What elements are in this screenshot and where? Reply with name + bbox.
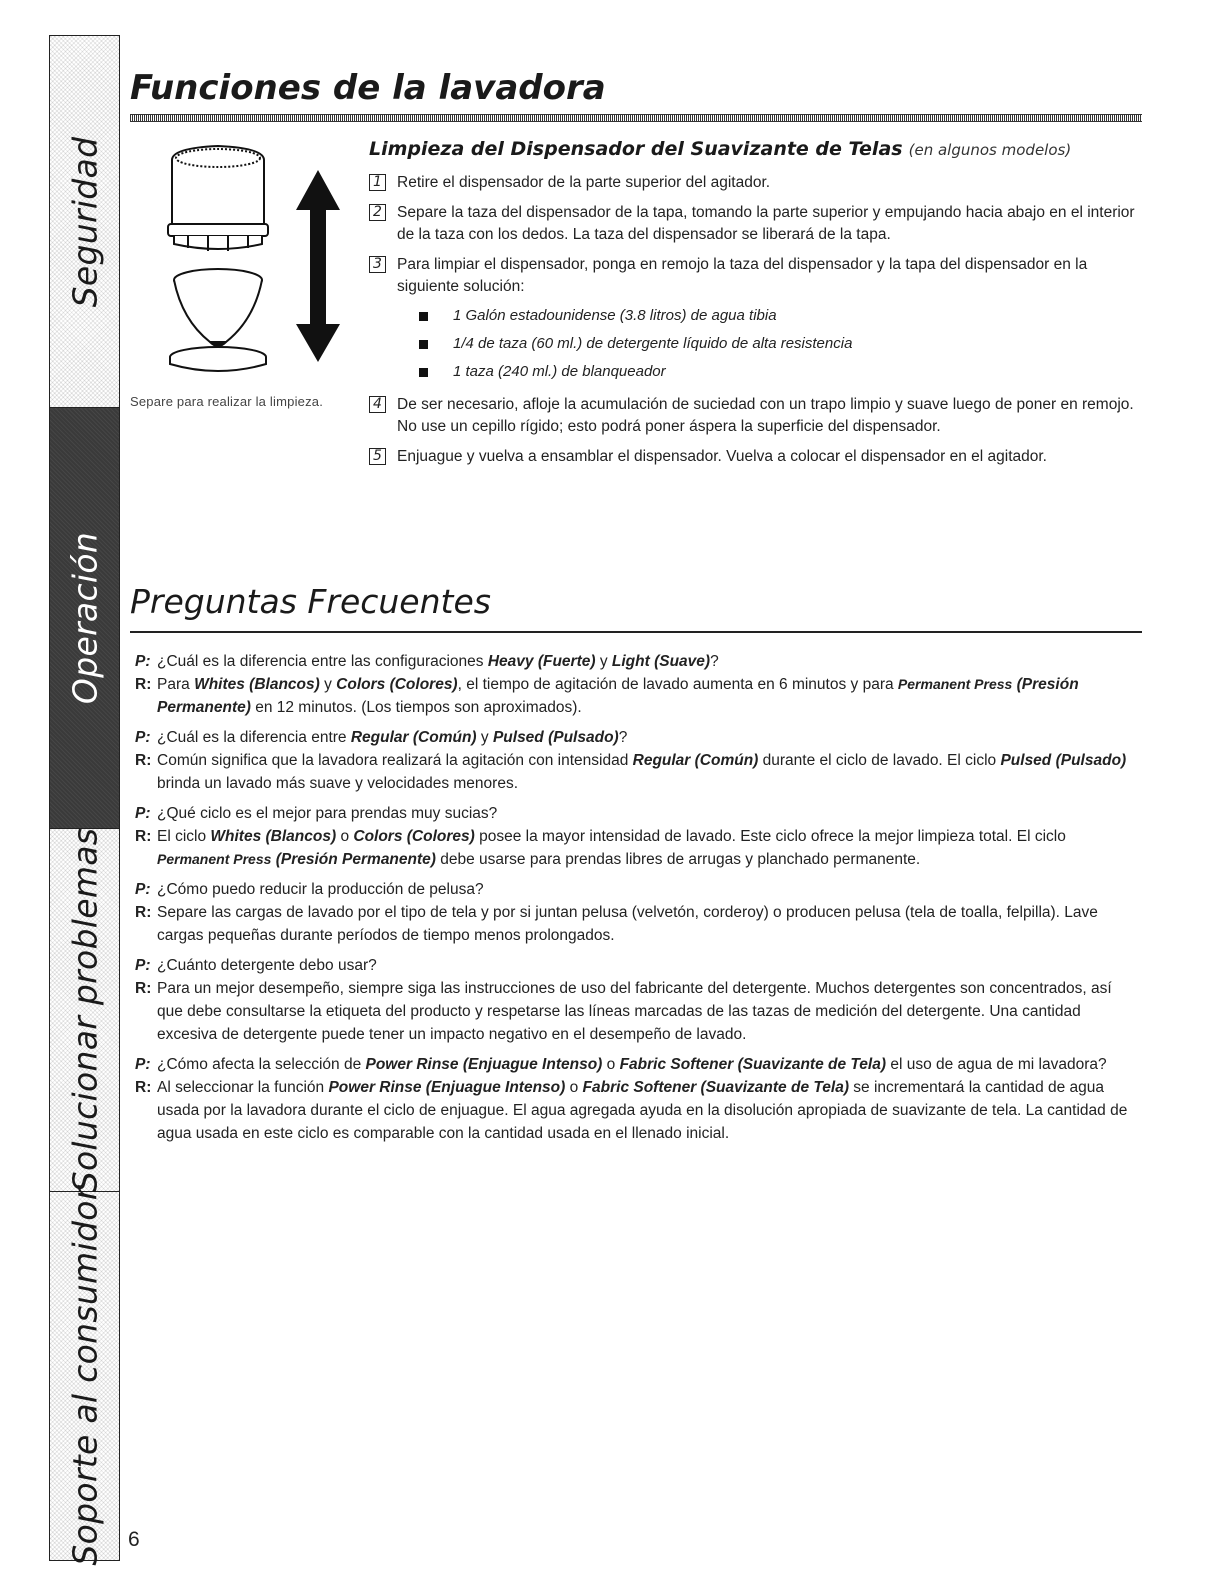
faq-answer [135,825,1135,871]
text: Separe las cargas de lavado por el tipo de tela y por si juntan pelusa (velvetón, corderoy) o producen pelusa (tela de toalla, felpilla). Lave cargas pequeñas durante períodos de tiempo menos prolongados. [157,904,1098,944]
dispenser-cleaning-heading [369,138,1071,160]
text: durante el ciclo de lavado. El ciclo [758,752,1001,769]
faq-item [135,1053,1135,1145]
term: Whites (Blancos) [210,828,337,845]
faq-item [135,878,1135,947]
faq-item [135,954,1135,1046]
answer-label: R: [135,676,152,693]
text: Para [157,676,195,693]
text: ? [710,653,719,670]
tab-solucionar-problemas-label: Solucionar problemas [65,827,104,1193]
solution-item [419,330,1149,358]
faq-question [135,802,1135,825]
section-sidebar [49,35,120,1566]
cleaning-step [369,446,1149,468]
term: Power Rinse (Enjuague Intenso) [328,1079,566,1096]
solution-item-text: 1/4 de taza (60 ml.) de detergente líquido de alta resistencia [453,335,853,352]
dispenser-cup-drawing [170,269,266,371]
text: posee la mayor intensidad de lavado. Este ciclo ofrece la mejor limpieza total. El ciclo [474,828,1066,845]
term: Regular (Común) [632,752,759,769]
term: Pulsed (Pulsado) [492,729,619,746]
text: debe usarse para prendas libres de arrugas y planchado permanente. [435,851,921,868]
text: ¿Cómo puedo reducir la producción de pelusa? [157,881,484,898]
answer-label: R: [135,980,152,997]
cleaning-steps [369,172,1149,476]
faq-answer [135,977,1135,1046]
term: Permanent Press [157,851,272,867]
section-title-preguntas: Preguntas Frecuentes [130,582,491,621]
step-text: Enjuague y vuelva a ensamblar el dispensador. Vuelva a colocar el dispensador en el agitador. [397,448,1047,465]
step-number: 5 [369,448,386,465]
tab-seguridad[interactable] [50,36,119,408]
faq-rule [130,631,1142,633]
dispenser-cleaning-heading-note: (en algunos modelos) [908,141,1072,159]
faq-question [135,954,1135,977]
solution-list [419,302,1149,386]
text: o [602,1056,620,1073]
step-number: 4 [369,396,386,413]
faq-question [135,650,1135,673]
bullet-square-icon [419,340,428,349]
page-number: 6 [128,1528,140,1551]
term: Fabric Softener (Suavizante de Tela) [582,1079,849,1096]
solution-item-text: 1 taza (240 ml.) de blanqueador [453,363,666,380]
tab-soporte-consumidor-label: Soporte al consumidor [65,1186,104,1566]
answer-label: R: [135,904,152,921]
step-text: Separe la taza del dispensador de la tapa, tomando la parte superior y empujando hacia abajo en el interior de la taza con los dedos. La taza del dispensador se liberará de la tapa. [397,204,1135,243]
faq-list [135,650,1135,1152]
term: Light (Suave) [611,653,711,670]
text: Común significa que la lavadora realizará la agitación con intensidad [157,752,633,769]
tab-seguridad-label: Seguridad [65,136,104,307]
text: ¿Cuánto detergente debo usar? [157,957,377,974]
step-number: 2 [369,204,386,221]
term: Pulsed (Pulsado) [1000,752,1127,769]
question-label: P: [135,805,151,822]
text: y [476,729,493,746]
tab-operacion[interactable] [50,408,119,829]
term: Fabric Softener (Suavizante de Tela) [619,1056,887,1073]
text: Al seleccionar la función [157,1079,329,1096]
bullet-square-icon [419,368,428,377]
illustration-caption: Separe para realizar la limpieza. [130,394,324,409]
faq-question [135,878,1135,901]
solution-item-text: 1 Galón estadounidense (3.8 litros) de agua tibia [453,307,777,324]
step-text: De ser necesario, afloje la acumulación de suciedad con un trapo limpio y suave luego de poner en remojo. No use un cepillo rígido; esto podrá poner áspera la superficie del dispensador. [397,396,1134,435]
section-title-funciones: Funciones de la lavadora [130,68,606,108]
cleaning-step [369,172,1149,194]
text: ¿Cómo afecta la selección de [157,1056,366,1073]
question-label: P: [135,1056,151,1073]
title-rule [130,114,1142,122]
dispenser-cap-drawing [168,146,268,251]
text: o [565,1079,583,1096]
text: El ciclo [157,828,211,845]
question-label: P: [135,653,151,670]
step-text: Retire el dispensador de la parte superior del agitador. [397,174,771,191]
answer-label: R: [135,1079,152,1096]
step-number: 1 [369,174,386,191]
text: se incrementará la cantidad de agua usada por la lavadora durante el ciclo de enjuague. El agua agregada ayuda en la disolución apropiada de suavizante de tela. La cantidad de agua usada en este ciclo es comparable con la cantidad usada en el llenado inicial. [157,1079,1128,1142]
term: Power Rinse (Enjuague Intenso) [365,1056,603,1073]
faq-item [135,650,1135,719]
cleaning-step [369,254,1149,386]
question-label: P: [135,957,151,974]
faq-item [135,802,1135,871]
faq-answer [135,673,1135,719]
text: ? [618,729,628,746]
dispenser-cleaning-heading-text: Limpieza del Dispensador del Suavizante de Telas [369,138,903,160]
tab-soporte-consumidor[interactable] [50,1186,119,1566]
term: Regular (Común) [350,729,477,746]
solution-item [419,358,1149,386]
bullet-square-icon [419,312,428,321]
text: o [336,828,354,845]
text: y [319,676,337,693]
faq-answer [135,1076,1135,1145]
term: Heavy (Fuerte) [487,653,596,670]
term: Colors (Colores) [336,676,458,693]
term: Whites (Blancos) [194,676,320,693]
cleaning-step [369,202,1149,246]
text: el uso de agua de mi lavadora? [886,1056,1107,1073]
step-number: 3 [369,256,386,273]
text: ¿Cuál es la diferencia entre [157,729,351,746]
text: , el tiempo de agitación de lavado aumenta en 6 minutos y para [457,676,898,693]
cleaning-step [369,394,1149,438]
text: ¿Cuál es la diferencia entre las configuraciones [157,653,488,670]
text: y [595,653,612,670]
term: (Presión Permanente) [157,676,1079,716]
faq-answer [135,749,1135,795]
term: Colors (Colores) [353,828,475,845]
faq-answer [135,901,1135,947]
faq-item [135,726,1135,795]
term: Permanent Press [897,676,1013,692]
answer-label: R: [135,752,152,769]
text: brinda un lavado más suave y velocidades menores. [157,775,519,792]
text: ¿Qué ciclo es el mejor para prendas muy sucias? [157,805,498,822]
question-label: P: [135,729,151,746]
step-text: Para limpiar el dispensador, ponga en remojo la taza del dispensador y la tapa del dispensador en la siguiente solución: [397,256,1088,295]
tab-operacion-label: Operación [65,531,104,705]
text: en 12 minutos. (Los tiempos son aproximados). [250,699,582,716]
faq-question [135,726,1135,749]
solution-item [419,302,1149,330]
term: (Presión Permanente) [275,851,436,868]
answer-label: R: [135,828,152,845]
text: Para un mejor desempeño, siempre siga las instrucciones de uso del fabricante del detergente. Muchos detergentes son concentrados, así que debe consultarse la etiqueta del producto y respetarse las líneas marcadas de las tazas de medición del detergente. Una cantidad excesiva de detergente puede tener un impacto negativo en el desempeño de lavado. [157,980,1112,1043]
dispenser-illustration [160,138,360,378]
separate-arrow-icon [296,170,340,362]
faq-question [135,1053,1135,1076]
question-label: P: [135,881,151,898]
tab-solucionar-problemas[interactable] [50,829,119,1192]
